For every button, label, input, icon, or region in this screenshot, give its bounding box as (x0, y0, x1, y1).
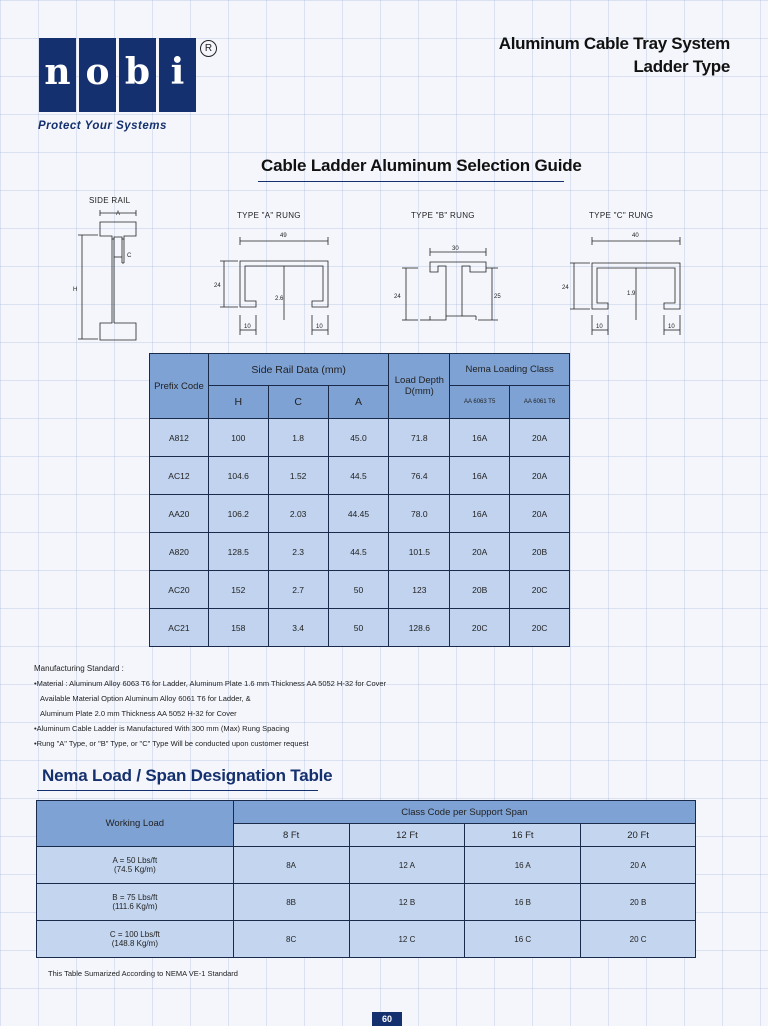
cell-a: 50 (328, 571, 389, 609)
side-rail-label: SIDE RAIL (89, 196, 131, 205)
table-row (150, 609, 570, 647)
cell-c: 2.7 (268, 571, 328, 609)
cell-h: 152 (208, 571, 268, 609)
cell-class-code: 12 A (349, 847, 465, 884)
cell-class-code: 16 C (465, 921, 581, 958)
cell-d: 101.5 (389, 533, 450, 571)
table-row (150, 495, 570, 533)
cell-aa6063: 16A (450, 419, 510, 457)
side-rail-dim-h: H (73, 287, 78, 293)
type-a-dim-right: 10 (316, 324, 323, 330)
type-a-rung-diagram (212, 225, 342, 340)
cell-class-code: 20 A (581, 847, 696, 884)
type-b-dim-height-right: 25 (494, 294, 501, 300)
cell-c: 1.8 (268, 419, 328, 457)
cell-class-code: 12 B (349, 884, 465, 921)
table-row (150, 419, 570, 457)
cell-class-code: 16 B (465, 884, 581, 921)
type-c-label: TYPE "C" RUNG (589, 211, 654, 220)
cell-aa6063: 20B (450, 571, 510, 609)
logo-letter-b: b (119, 38, 156, 112)
logo-letter-i: i (159, 38, 196, 112)
header-nema-loading-class: Nema Loading Class (450, 354, 570, 386)
cell-class-code: 20 C (581, 921, 696, 958)
type-b-dim-width: 30 (452, 246, 459, 252)
cell-code: A812 (150, 419, 209, 457)
cell-h: 128.5 (208, 533, 268, 571)
header-prefix-code: Prefix Code (150, 354, 209, 419)
cell-d: 71.8 (389, 419, 450, 457)
type-c-dim-left: 10 (596, 324, 603, 330)
header-side-rail-data: Side Rail Data (mm) (208, 354, 389, 386)
side-rail-dim-a: A (116, 211, 121, 217)
type-b-label: TYPE "B" RUNG (411, 211, 475, 220)
header-span-12ft: 12 Ft (349, 824, 465, 847)
nema-footnote: This Table Sumarized According to NEMA VE-1 Standard (48, 969, 238, 978)
cell-h: 100 (208, 419, 268, 457)
header-h: H (208, 386, 268, 419)
cell-h: 158 (208, 609, 268, 647)
cell-d: 78.0 (389, 495, 450, 533)
manufacturing-line: Available Material Option Aluminum Alloy 6061 T6 for Ladder, & (40, 694, 251, 703)
type-a-dim-thickness: 2.6 (275, 296, 284, 302)
type-a-label: TYPE "A" RUNG (237, 211, 301, 220)
logo-letter-n: n (39, 38, 76, 112)
header-aa6063: AA 6063 T5 (450, 386, 510, 419)
header-span-20ft: 20 Ft (581, 824, 696, 847)
cell-d: 128.6 (389, 609, 450, 647)
cell-d: 123 (389, 571, 450, 609)
tagline: Protect Your Systems (38, 120, 167, 132)
working-load-metric: (74.5 Kg/m) (113, 865, 156, 874)
nema-table (36, 800, 696, 958)
working-load-lbs: A = 50 Lbs/ft (112, 856, 158, 865)
cell-aa6063: 20A (450, 533, 510, 571)
header-line-1: Aluminum Cable Tray System (498, 34, 730, 53)
cell-a: 44.5 (328, 533, 389, 571)
cell-c: 3.4 (268, 609, 328, 647)
cell-aa6061: 20C (510, 609, 570, 647)
cell-code: AC20 (150, 571, 209, 609)
table-row (37, 921, 696, 958)
logo-letter-o: o (79, 38, 116, 112)
type-c-rung-diagram (560, 225, 690, 340)
cell-aa6063: 16A (450, 495, 510, 533)
header-span-8ft: 8 Ft (233, 824, 349, 847)
cell-h: 106.2 (208, 495, 268, 533)
cell-code: AA20 (150, 495, 209, 533)
header-span-16ft: 16 Ft (465, 824, 581, 847)
manufacturing-line: •Aluminum Cable Ladder is Manufactured With 300 mm (Max) Rung Spacing (34, 724, 290, 733)
cell-class-code: 8B (233, 884, 349, 921)
header-aa6061: AA 6061 T6 (510, 386, 570, 419)
header-load-depth: Load Depth D(mm) (389, 354, 450, 419)
cell-a: 44.45 (328, 495, 389, 533)
cell-aa6061: 20A (510, 495, 570, 533)
cell-aa6061: 20C (510, 571, 570, 609)
header-a: A (328, 386, 389, 419)
manufacturing-title: Manufacturing Standard : (34, 664, 124, 673)
working-load-metric: (148.8 Kg/m) (111, 939, 158, 948)
cell-code: A820 (150, 533, 209, 571)
cell-class-code: 12 C (349, 921, 465, 958)
cell-c: 2.03 (268, 495, 328, 533)
page-number: 60 (372, 1012, 402, 1026)
type-c-dim-right: 10 (668, 324, 675, 330)
cell-code: AC12 (150, 457, 209, 495)
cell-h: 104.6 (208, 457, 268, 495)
registered-mark: R (200, 40, 217, 57)
cell-class-code: 20 B (581, 884, 696, 921)
cell-a: 45.0 (328, 419, 389, 457)
cell-aa6063: 16A (450, 457, 510, 495)
cell-class-code: 8A (233, 847, 349, 884)
cell-aa6061: 20A (510, 457, 570, 495)
type-b-dim-height-left: 24 (394, 294, 401, 300)
type-c-dim-width: 40 (632, 233, 639, 239)
header-working-load: Working Load (37, 801, 234, 847)
nema-title-underline (37, 790, 318, 791)
table-row (150, 457, 570, 495)
cell-a: 44.5 (328, 457, 389, 495)
working-load-lbs: C = 100 Lbs/ft (109, 930, 160, 939)
working-load-lbs: B = 75 Lbs/ft (112, 893, 158, 902)
cell-d: 76.4 (389, 457, 450, 495)
cell-code: AC21 (150, 609, 209, 647)
manufacturing-standard (34, 661, 386, 751)
cell-aa6063: 20C (450, 609, 510, 647)
cell-aa6061: 20B (510, 533, 570, 571)
cell-working-load (37, 847, 234, 884)
type-a-dim-left: 10 (244, 324, 251, 330)
manufacturing-line: •Material : Aluminum Alloy 6063 T6 for Ladder, Aluminum Plate 1.6 mm Thickness AA 5052 H-32 for Cover (34, 679, 387, 688)
selection-table (149, 353, 570, 647)
manufacturing-line: •Rung "A" Type, or "B" Type, or "C" Type Will be conducted upon customer request (34, 739, 309, 748)
cell-class-code: 16 A (465, 847, 581, 884)
table-row (37, 884, 696, 921)
manufacturing-line: Aluminum Plate 2.0 mm Thickness AA 5052 H-32 for Cover (40, 709, 237, 718)
cell-a: 50 (328, 609, 389, 647)
selection-guide-underline (258, 181, 564, 182)
working-load-metric: (111.6 Kg/m) (112, 902, 158, 911)
cell-working-load (37, 921, 234, 958)
side-rail-dim-c: C (127, 253, 132, 259)
type-c-dim-thickness: 1.9 (627, 291, 636, 297)
table-row (150, 571, 570, 609)
type-a-dim-width: 49 (280, 233, 287, 239)
selection-guide-title: Cable Ladder Aluminum Selection Guide (261, 156, 582, 175)
header-line-2: Ladder Type (633, 57, 730, 76)
cell-working-load (37, 884, 234, 921)
side-rail-diagram (70, 205, 150, 345)
type-b-rung-diagram (390, 238, 510, 338)
cell-c: 1.52 (268, 457, 328, 495)
cell-aa6061: 20A (510, 419, 570, 457)
header-class-code: Class Code per Support Span (233, 801, 695, 824)
type-c-dim-height: 24 (562, 285, 569, 291)
header-c: C (268, 386, 328, 419)
nema-table-title: Nema Load / Span Designation Table (42, 766, 333, 785)
table-row (37, 847, 696, 884)
cell-c: 2.3 (268, 533, 328, 571)
table-row (150, 533, 570, 571)
type-a-dim-height: 24 (214, 283, 221, 289)
cell-class-code: 8C (233, 921, 349, 958)
